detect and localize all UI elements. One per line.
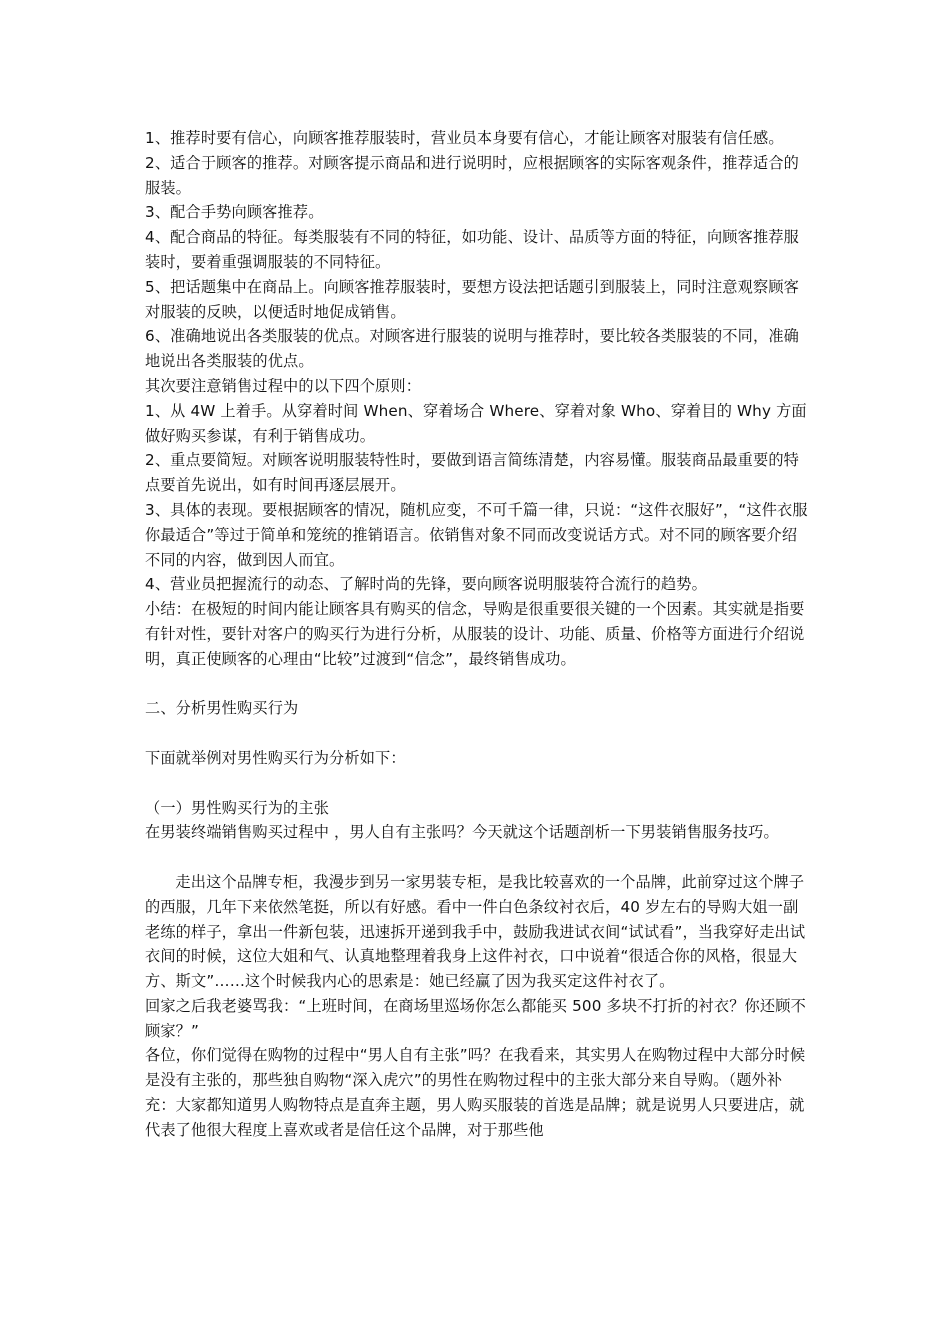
paragraph-2: 2、适合于顾客的推荐。对顾客提示商品和进行说明时，应根据顾客的实际客观条件，推荐适合的服装。: [145, 153, 799, 197]
paragraph-4: 4、配合商品的特征。每类服装有不同的特征，如功能、设计、品质等方面的特征，向顾客推荐服装时，要着重强调服装的不同特征。: [145, 228, 799, 271]
spacer: [145, 721, 810, 746]
paragraph-10: 3、具体的表现。要根据顾客的情况，随机应变，不可千篇一律，只说：“这件衣服好”，“这件衣服你最适合”等过于简单和笼统的推销语言。依销售对象不同而改变说话方式。对不同的顾客要介绍不同的内容，做到因人而宜。: [145, 500, 808, 569]
paragraph-11: 4、营业员把握流行的动态、了解时尚的先锋，要向顾客说明服装符合流行的趋势。: [145, 575, 707, 594]
paragraph-14: 下面就举例对男性购买行为分析如下：: [145, 748, 406, 767]
paragraph-6: 6、准确地说出各类服装的优点。对顾客进行服装的说明与推荐时，要比较各类服装的不同，准确地说出各类服装的优点。: [145, 327, 799, 371]
spacer: [145, 771, 810, 796]
paragraph-8: 1、从 4W 上着手。从穿着时间 When、穿着场合 Where、穿着对象 Who、穿着目的 Why 方面做好购买参谋，有利于销售成功。: [145, 401, 807, 445]
paragraph-17: 走出这个品牌专柜，我漫步到另一家男装专柜，是我比较喜欢的一个品牌，此前穿过这个牌子的西服，几年下来依然笔挺，所以有好感。看中一件白色条纹衬衣后，40 岁左右的导购大姐一副老练的样子，拿出一件新包装，迅速拆开递到我手中，鼓励我进试衣间“试试看”，当我穿好走出试衣间的时候，这位大姐和气、认真地整理着我身上这件衬衣，口中说着“很适合你的风格，很显大方、斯文”……这个时候我内心的思索是：她已经赢了因为我买定这件衬衣了。: [145, 872, 806, 991]
spacer: [145, 672, 810, 697]
paragraph-9: 2、重点要简短。对顾客说明服装特性时，要做到语言简练清楚，内容易懂。服装商品最重要的特点要首先说出，如有时间再逐层展开。: [145, 451, 799, 495]
paragraph-7: 其次要注意销售过程中的以下四个原则：: [145, 376, 422, 395]
paragraph-16: 在男装终端销售购买过程中 ，男人自有主张吗？今天就这个话题剖析一下男装销售服务技巧。: [145, 823, 779, 842]
subsection-heading: （一）男性购买行为的主张: [145, 798, 330, 817]
paragraph-5: 5、把话题集中在商品上。向顾客推荐服装时，要想方设法把话题引到服装上，同时注意观察顾客对服装的反映，以便适时地促成销售。: [145, 277, 799, 321]
paragraph-12: 小结：在极短的时间内能让顾客具有购买的信念，导购是很重要很关键的一个因素。其实就是指要有针对性，要针对客户的购买行为进行分析，从服装的设计、功能、质量、价格等方面进行介绍说明，真正使顾客的心理由“比较”过渡到“信念”，最终销售成功。: [145, 600, 805, 668]
paragraph-3: 3、配合手势向顾客推荐。: [145, 203, 324, 222]
paragraph-18: 回家之后我老婆骂我：“上班时间，在商场里巡场你怎么都能买 500 多块不打折的衬衣？你还顾不顾家？”: [145, 996, 806, 1040]
spacer: [145, 845, 810, 870]
paragraph-19: 各位，你们觉得在购物的过程中“男人自有主张”吗？在我看来，其实男人在购物过程中大部分时候是没有主张的，那些独自购物“深入虎穴”的男性在购物过程中的主张大部分来自导购。（题外补充：大家都知道男人购物特点是直奔主题，男人购买服装的首选是品牌；就是说男人只要进店，就代表了他很大程度上喜欢或者是信任这个品牌，对于那些他: [145, 1046, 806, 1139]
paragraph-1: 1、推荐时要有信心，向顾客推荐服装时，营业员本身要有信心，才能让顾客对服装有信任感。: [145, 129, 784, 147]
document-body: [145, 126, 810, 1143]
section-heading: 二、分析男性购买行为: [145, 699, 299, 718]
